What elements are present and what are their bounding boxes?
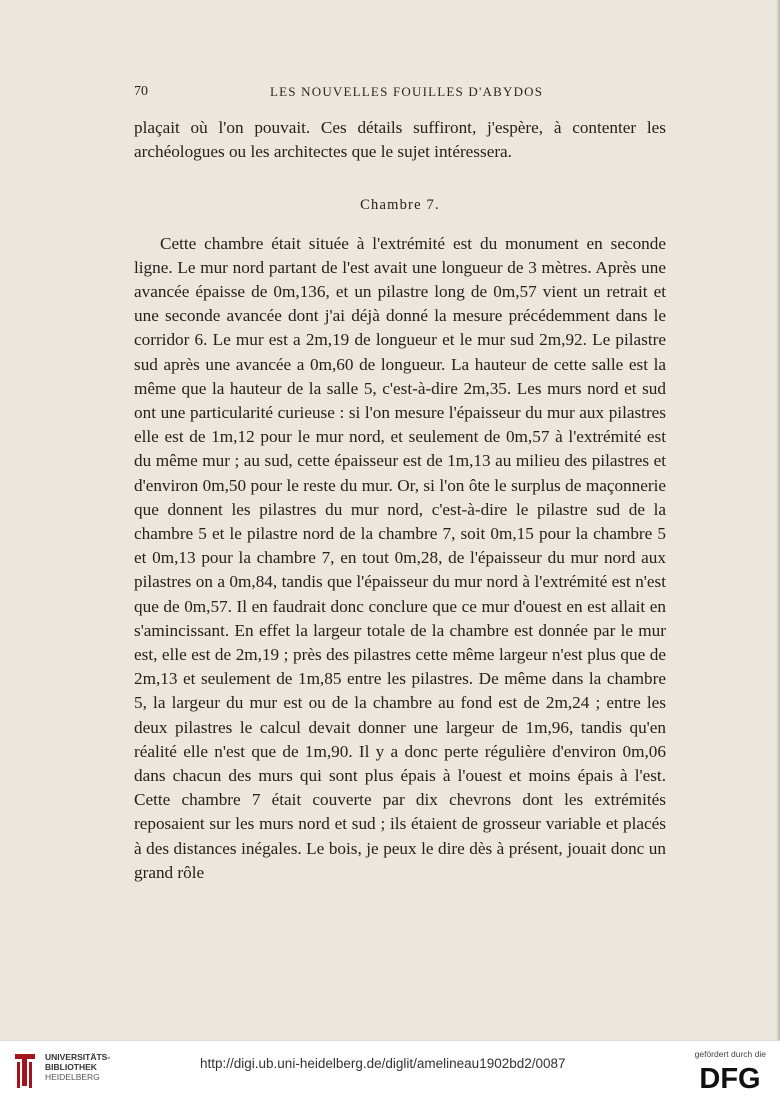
dfg-logo-text: DFG [699, 1063, 761, 1092]
library-line-3: HEIDELBERG [45, 1072, 100, 1082]
dfg-logo-icon[interactable] [694, 1062, 766, 1092]
funding-caption: gefördert durch die [694, 1049, 766, 1059]
library-name[interactable] [45, 1052, 110, 1082]
paragraph-continuation: plaçait où l'on pouvait. Ces détails suffiront, j'espère, à contenter les archéologues ou les architectes que le sujet intéressera. [134, 118, 666, 162]
page-number: 70 [134, 84, 148, 99]
university-library-logo-icon[interactable] [12, 1050, 38, 1090]
paragraph-chambre-7: Cette chambre était située à l'extrémité est du monument en seconde ligne. Le mur nord partant de l'est avait une longueur de 3 mètres. Après une avancée épaisse de 0m,136, et un pilastre long de 0m,57 vient un retrait et une seconde avancée dont j'ai déjà donné la mesure précédemment dans le corridor 6. Le mur est a 2m,19 de longueur et le mur sud 2m,92. Le pilastre sud après une avancée a 0m,60 de longueur. La hauteur de cette salle est la même que la hauteur de la salle 5, c'est-à-dire 2m,35. Les murs nord et sud ont une particularité curieuse : si l'on mesure l'épaisseur du mur aux pilastres elle est de 1m,12 pour le mur nord, et seulement de 0m,57 à l'extrémité est du même mur ; au sud, cette épaisseur est de 1m,13 au milieu des pilastres et d'environ 0m,50 pour le reste du mur. Or, si l'on ôte le surplus de maçonnerie que donnent les pilastres du mur nord, c'est-à-dire le pilastre sud de la chambre 5 et le pilastre nord de la chambre 7, soit 0m,15 pour la chambre 5 et 0m,13 pour la chambre 7, en tout 0m,28, de l'épaisseur du mur nord aux pilastres on a 0m,84, tandis que l'épaisseur du mur nord à l'extrémité est n'est que de 0m,57. Il en faudrait donc conclure que ce mur d'ouest en est allait en s'amincissant. En effet la largeur totale de la chambre est donnée par le mur est, elle est de 2m,19 ; près des pilastres cette même largeur n'est plus que de 2m,13 et seulement de 1m,85 entre les pilastres. De même dans la chambre 5, la largeur du mur est ou de la chambre au fond est de 2m,24 ; entre les deux pilastres le calcul devait donner une largeur de 1m,96, tandis qu'en réalité elle n'est que de 1m,90. Il y a donc perte régulière d'environ 0m,06 dans chacun des murs qui sont plus épais à l'ouest et moins épais à l'est. Cette chambre 7 était couverte par dix chevrons dont les extrémités reposaient sur les murs nord et sud ; ils étaient de grosseur variable et placés à des distances inégales. Le bois, je peux le dire dès à présent, jouait donc un grand rôle [134, 233, 666, 882]
library-line-2: BIBLIOTHEK [45, 1062, 97, 1072]
page-body [134, 116, 666, 885]
page-edge-shadow [776, 0, 780, 1040]
running-title: LES NOUVELLES FOUILLES D'ABYDOS [270, 84, 544, 99]
section-heading: Chambre 7. [360, 197, 440, 214]
library-line-1: UNIVERSITÄTS- [45, 1052, 111, 1062]
running-header [134, 84, 664, 104]
permalink-url[interactable]: http://digi.ub.uni-heidelberg.de/diglit/amelineau1902bd2/0087 [200, 1056, 566, 1071]
